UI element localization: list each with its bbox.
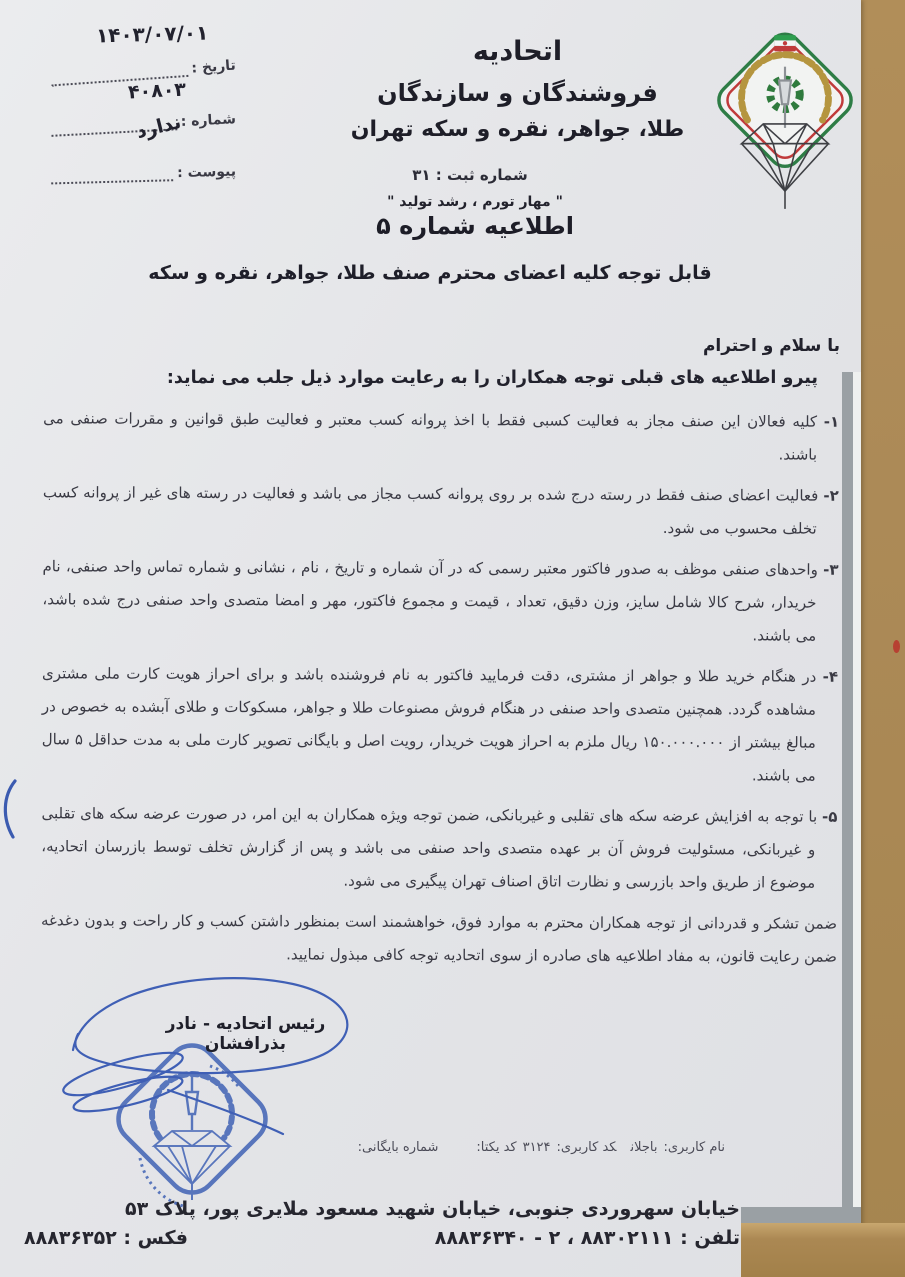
date-label: تاریخ :	[190, 57, 237, 77]
user-code-label: کد کاربری:	[556, 1140, 617, 1155]
org-name-line1: اتحادیه	[472, 36, 563, 67]
list-item	[42, 657, 839, 792]
unique-code-label: کد یکتا:	[476, 1140, 517, 1155]
item-number: ۱-	[823, 412, 840, 431]
closing-paragraph: ضمن تشکر و قدردانی از توجه همکاران محترم به موارد فوق، خواهشمند است بمنظور داشتن کسب و کار راحت و بدون دغدغه ضمن رعایت قانون، به مفاد اطلاعیه های صادره از سوی اتحادیه توجه کافی مبذول نمایید.	[40, 911, 838, 966]
iran-flag-icon	[774, 35, 796, 51]
list-item	[41, 797, 837, 899]
salutation: با سلام و احترام	[702, 336, 840, 356]
registration-number: شماره ثبت : ۳۱	[412, 166, 528, 184]
bottom-corner-backdrop	[741, 1223, 905, 1277]
page-edge-highlight	[853, 372, 861, 1220]
handwritten-number: ۴۰۸۰۳	[127, 78, 187, 104]
address-line: خیابان سهروردی جنوبی، خیابان شهید مسعود ملایری پور، پلاک ۵۳	[125, 1198, 740, 1220]
item-number: ۳-	[823, 560, 839, 579]
attachment-label: پیوست :	[176, 163, 237, 182]
item-text: کلیه فعالان این صنف مجاز به فعالیت کسبی فقط با اخذ پروانه کسب معتبر و فعالیت طبق قوانین و مقررات صنفی می باشند.	[43, 409, 818, 464]
archive-number-label: شماره بایگانی:	[357, 1140, 439, 1155]
number-label: شماره :	[180, 111, 237, 131]
phone-numbers: تلفن : ۸۸۳۰۲۱۱۱ ، ۲ - ۸۸۸۳۶۳۴۰	[434, 1227, 740, 1249]
phone-fax-line	[24, 1227, 740, 1249]
directive-list	[41, 402, 840, 981]
attention-heading: قابل توجه کلیه اعضای محترم صنف طلا، جواهر، نقره و سکه	[148, 262, 712, 284]
item-number: ۲-	[823, 486, 839, 505]
red-ink-speck	[893, 640, 900, 653]
union-emblem-logo	[706, 16, 864, 224]
item-number: ۵-	[822, 807, 838, 826]
item-text: واحدهای صنفی موظف به صدور فاکتور معتبر رسمی که در آن شماره و تاریخ ، نام ، نشانی و شماره تماس واحد صنفی، نام خریدار، شرح کالا شامل سایز، وزن دقیق، تعداد ، قیمت و مجموع فاکتور، مهر و امضا متصدی واحد صنفی درج شده باشد، می باشند.	[42, 557, 818, 645]
org-name-line2: فروشندگان و سازندگان	[377, 79, 658, 107]
user-code-value: ۳۱۲۴	[522, 1140, 551, 1155]
handwritten-none: ندارد	[133, 110, 183, 144]
item-text: فعالیت اعضای صنف فقط در رسته درج شده بر روی پروانه کسب مجاز می باشد و فعالیت در رسته های غیر از پروانه کسب تخلف محسوب می شود.	[42, 483, 819, 538]
item-number: ۴-	[822, 667, 839, 686]
item-text: در هنگام خرید طلا و جواهر از مشتری، دقت فرمایید فاکتور به نام فروشنده باشد و برای احراز هویت کارت ملی مشتری مشاهده گردد. همچنین متصدی واحد صنفی در هنگام فروش مصنوعات طلا و جواهر، مسکوکات و طلای آبشده به خصوص در مبالغ بیشتر از ۱۵۰.۰۰۰.۰۰۰ ریال ملزم به احراز هویت خریدار، رویت اصل و بایگانی تصویر کارت ملی به مدت حداقل ۵ سال می باشند.	[41, 664, 817, 785]
list-item	[42, 550, 838, 652]
bottom-corner-shadow	[741, 1207, 861, 1223]
signature-scribble	[28, 972, 363, 1137]
username-value: باجلان	[630, 1140, 658, 1155]
fax-number: فکس : ۸۸۸۳۶۳۵۲	[24, 1227, 188, 1249]
signer-name: رئیس اتحادیه - نادر بذرافشان	[165, 1014, 326, 1054]
notice-number-title: اطلاعیه شماره ۵	[376, 212, 574, 240]
username-label: نام کاربری:	[663, 1140, 725, 1155]
admin-info-line	[260, 1140, 725, 1155]
list-item	[43, 402, 839, 471]
year-slogan: " مهار تورم ، رشد تولید "	[387, 194, 563, 210]
stray-pen-mark	[0, 778, 18, 840]
organization-title	[345, 36, 690, 142]
page-edge-shadow	[842, 372, 853, 1220]
org-name-line3: طلا، جواهر، نقره و سکه تهران	[350, 117, 685, 142]
item-text: با توجه به افزایش عرضه سکه های تقلبی و غیربانکی، ضمن توجه ویژه همکاران به این امر، در صورت عرضه سکه های تقلبی و غیربانکی، مسئولیت فروش آن بر عهده متصدی واحد صنفی می باشد و پس از گزارش تخلف توسط بازرسان اتحادیه، موضوع از طریق واحد بازرسی و نظارت اتاق اصناف تهران پیگیری می شود.	[41, 804, 818, 892]
handwritten-date: ۱۴۰۳/۰۷/۰۱	[95, 20, 209, 48]
intro-line: پیرو اطلاعیه های قبلی توجه همکاران را به رعایت موارد ذیل جلب می نماید:	[166, 368, 818, 388]
list-item	[43, 476, 839, 545]
